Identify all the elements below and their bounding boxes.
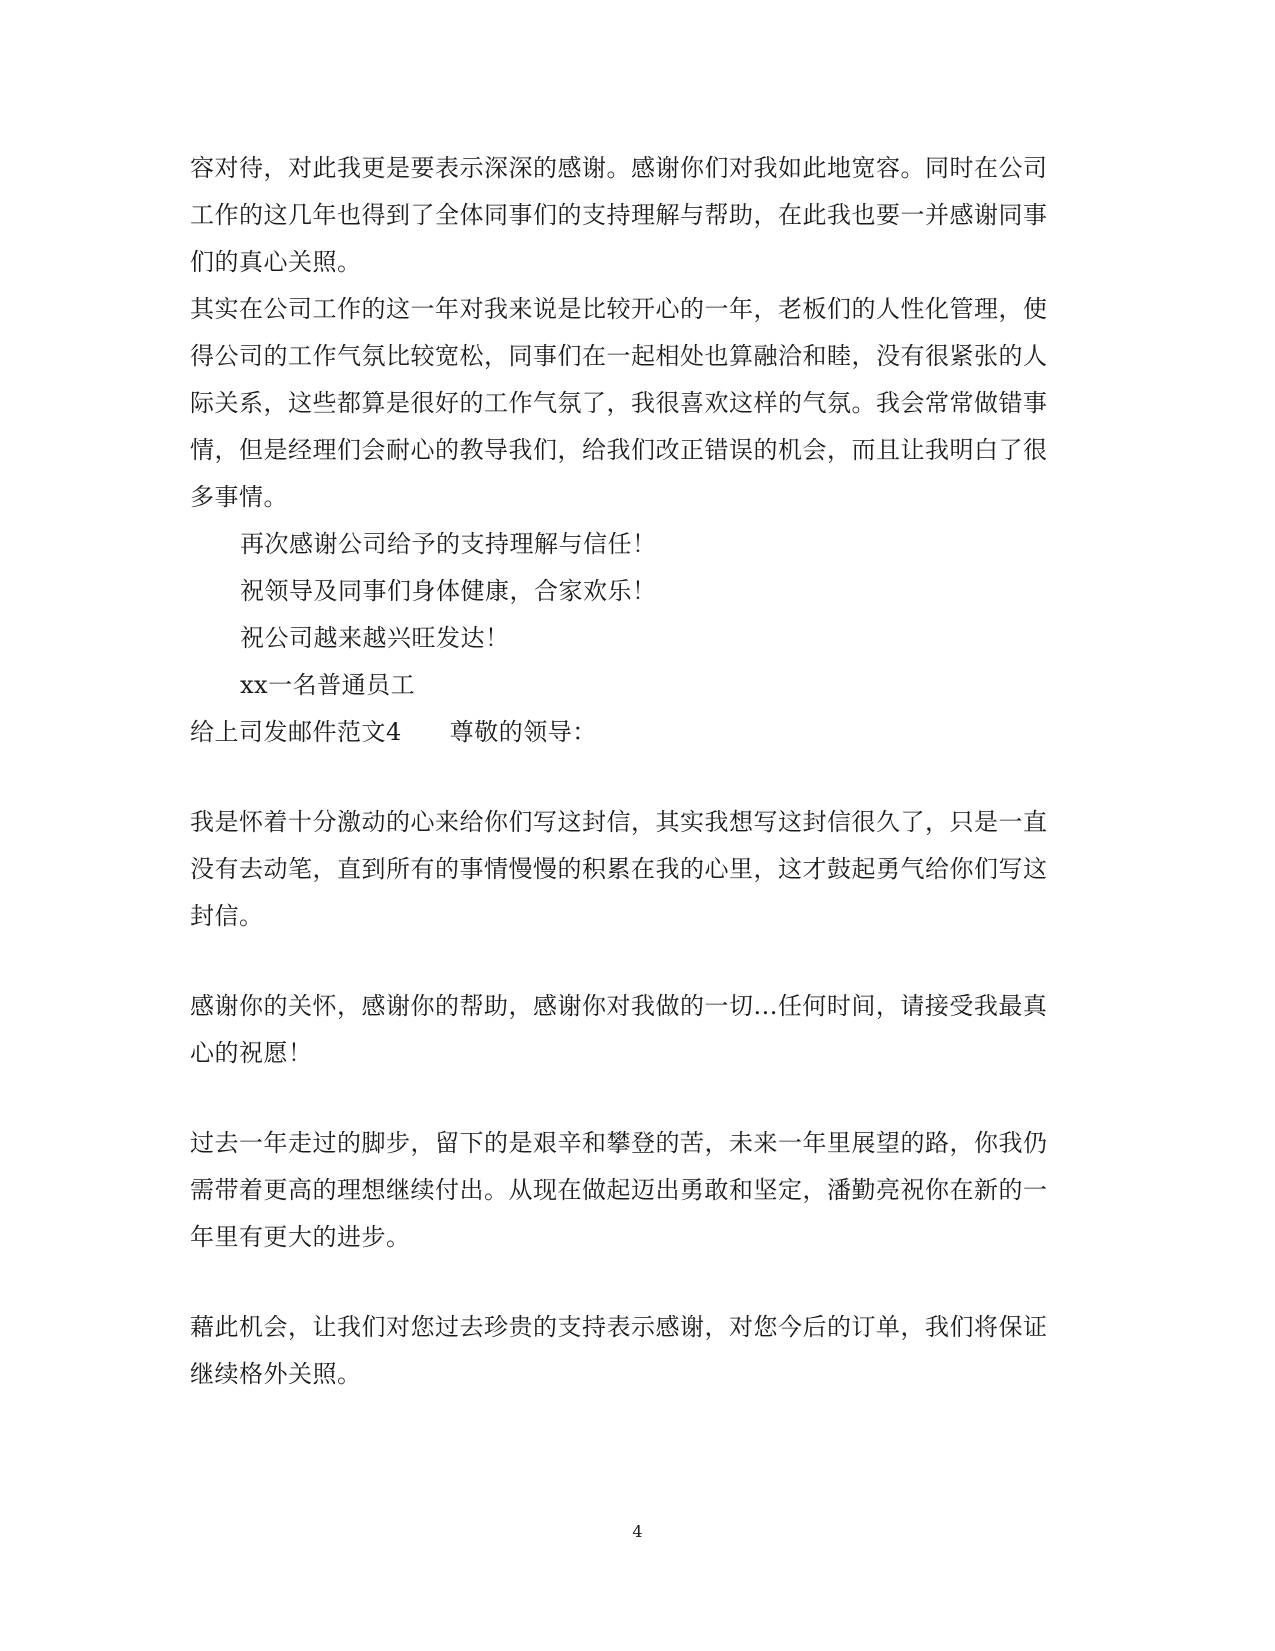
paragraph-line: 其实在公司工作的这一年对我来说是比较开心的一年，老板们的人性化管理，使: [190, 295, 1048, 323]
closing-line: 祝领导及同事们身体健康，合家欢乐！: [240, 577, 657, 605]
paragraph-line: 继续格外关照。: [190, 1360, 362, 1388]
paragraph-line: 我是怀着十分激动的心来给你们写这封信，其实我想写这封信很久了，只是一直: [190, 808, 1048, 836]
paragraph-line: 多事情。: [190, 483, 288, 511]
paragraph-line: 没有去动笔，直到所有的事情慢慢的积累在我的心里，这才鼓起勇气给你们写这: [190, 855, 1048, 883]
paragraph-line: 心的祝愿！: [190, 1039, 313, 1067]
paragraph-line: 封信。: [190, 902, 264, 930]
paragraph-line: 年里有更大的进步。: [190, 1223, 411, 1251]
paragraph-line: 情，但是经理们会耐心的教导我们，给我们改正错误的机会，而且让我明白了很: [190, 436, 1048, 464]
paragraph-line: 们的真心关照。: [190, 248, 362, 276]
closing-line: 再次感谢公司给予的支持理解与信任！: [240, 530, 657, 558]
signature-line: xx一名普通员工: [240, 671, 416, 699]
paragraph-line: 工作的这几年也得到了全体同事们的支持理解与帮助，在此我也要一并感谢同事: [190, 201, 1048, 229]
paragraph-line: 需带着更高的理想继续付出。从现在做起迈出勇敢和坚定，潘勤亮祝你在新的一: [190, 1176, 1048, 1204]
page-number: 4: [632, 1522, 643, 1541]
section-heading-line: [190, 717, 597, 747]
paragraph-line: 感谢你的关怀，感谢你的帮助，感谢你对我做的一切...任何时间，请接受我最真: [190, 992, 1048, 1020]
paragraph-line: 得公司的工作气氛比较宽松，同事们在一起相处也算融洽和睦，没有很紧张的人: [190, 342, 1048, 370]
salutation: 尊敬的领导：: [449, 718, 597, 746]
paragraph-line: 过去一年走过的脚步，留下的是艰辛和攀登的苦，未来一年里展望的路，你我仍: [190, 1129, 1048, 1157]
paragraph-line: 际关系，这些都算是很好的工作气氛了，我很喜欢这样的气氛。我会常常做错事: [190, 389, 1048, 417]
paragraph-line: 容对待，对此我更是要表示深深的感谢。感谢你们对我如此地宽容。同时在公司: [190, 154, 1048, 182]
closing-line: 祝公司越来越兴旺发达！: [240, 624, 510, 652]
paragraph-line: 藉此机会，让我们对您过去珍贵的支持表示感谢，对您今后的订单，我们将保证: [190, 1313, 1048, 1341]
section-heading: 给上司发邮件范文4: [190, 718, 402, 746]
